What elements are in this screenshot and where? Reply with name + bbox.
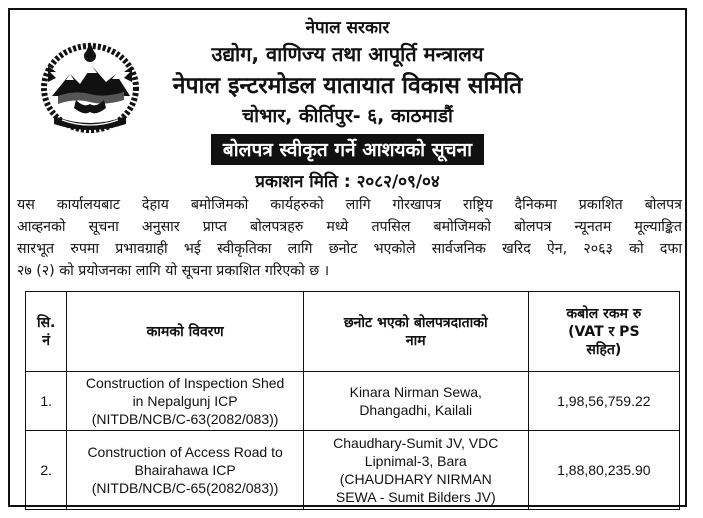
header-bid-amount: कबोल रकम रु (VAT र PS सहित) xyxy=(528,292,679,372)
agency-address: चोभार, कीर्तिपुर- ६, काठमाडौं xyxy=(242,105,453,127)
row-bid-amount: 1,98,56,759.22 xyxy=(528,372,679,431)
row-work-description: Construction of Inspection Shed in Nepalgunj ICP (NITDB/NCB/C-63(2082/083)) xyxy=(67,372,303,431)
government-name: नेपाल सरकार xyxy=(305,18,390,38)
header-selected-bidder: छनोट भएको बोलपत्रदाताको नाम xyxy=(303,292,528,372)
notice-title-wrap xyxy=(10,134,685,165)
notice-frame xyxy=(8,8,687,507)
row-work-description: Construction of Access Road to Bhairahawa ICP (NITDB/NCB/C-65(2082/083)) xyxy=(67,431,303,510)
row-serial-number: 2. xyxy=(26,431,67,510)
header-serial-number: सि. नं xyxy=(26,292,67,372)
agency-name: नेपाल इन्टरमोडल यातायात विकास समिति xyxy=(172,73,523,99)
row-serial-number: 1. xyxy=(26,372,67,431)
table-header-row xyxy=(26,292,680,372)
row-selected-bidder: Kinara Nirman Sewa, Dhangadhi, Kailali xyxy=(303,372,528,431)
ministry-name: उद्योग, वाणिज्य तथा आपूर्ति मन्त्रालय xyxy=(211,42,484,66)
body-line: २७ (२) को प्रयोजनका लागि यो सूचना प्रकाशित गरिएको छ । xyxy=(17,263,330,279)
publication-date: प्रकाशन मिति : २०८२/०९/०४ xyxy=(255,172,440,192)
body-line: सारभूत रुपमा प्रभावग्राही भई स्वीकृतिका लागि छनोट भएकोले सार्वजनिक खरिद ऐन, २०६३ को दफा xyxy=(17,241,682,257)
body-line: यस कार्यालयबाट देहाय बमोजिमको कार्यहरुको लागि गोरखापत्र राष्ट्रिय दैनिकमा प्रकाशित बोलपत्र xyxy=(17,197,682,213)
header-work-description: कामको विवरण xyxy=(67,292,303,372)
body-line: आव्हनको सूचना अनुसार प्राप्त बोलपत्रहरु मध्ये तपसिल बमोजिमको बोलपत्र न्यूनतम मूल्याङ्कित xyxy=(17,219,682,235)
row-selected-bidder: Chaudhary-Sumit JV, VDC Lipnimal-3, Bara (CHAUDHARY NIRMAN SEWA - Sumit Bilders JV) xyxy=(303,431,528,510)
award-table xyxy=(25,291,680,510)
table-row xyxy=(26,372,680,431)
row-bid-amount: 1,88,80,235.90 xyxy=(528,431,679,510)
notice-title: बोलपत्र स्वीकृत गर्ने आशयको सूचना xyxy=(211,134,484,165)
notice-body xyxy=(17,194,682,282)
table-row xyxy=(26,431,680,510)
